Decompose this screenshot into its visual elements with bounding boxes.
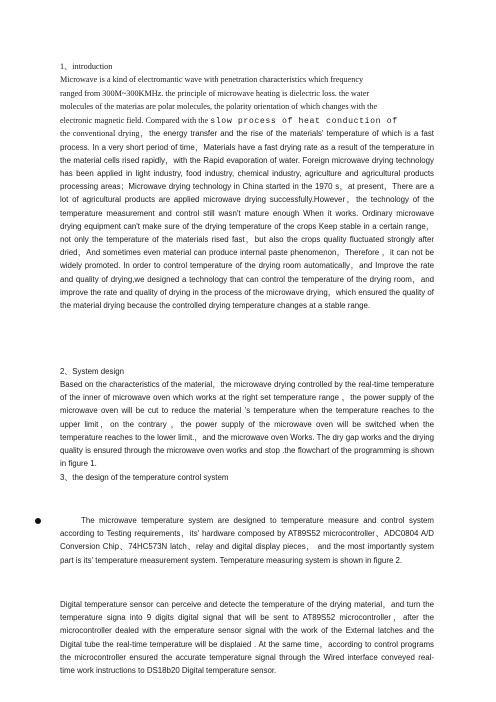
intro-body-text: ，the energy transfer and the rise of the materials' temperature of which is a fast process. In a very short period of time，Materials have a fast drying rate as a result of the temperature in the material cells rised rapidly，with the Rapid evaporation of water. Foreign microwave drying technology has been applied in light industry, food industry, chemical industry, agriculture and agricultural products processing areas；Microwave drying technology in China started in the 1970 s，at present，There are a lot of agricultural products are applied microwave drying successfully.However，the technology of the temperature measurement and control still wasn't mature enough When it works. Ordinary microwave drying equipment can't make sure of the drying temperature of the crops Keep stable in a certain range，not only the temperature of the materials rised fast，but also the crops quality fluctuated strongly after dried，And sometimes even material can produce internal paste phenomenon，Therefore ，it can not be widely promoted. In order to control temperature of the drying room automatically，and Improve the rate and quality of drying,we designed a technology that can control the temperature of the drying room，and improve the rate and quality of drying in the process of the microwave drying，which ensured the quality of the material drying because the controlled drying temperature changes at a stable range. — [60, 129, 434, 310]
bullet-icon — [35, 518, 41, 524]
section-2-body — [60, 378, 434, 470]
section-3-paragraph: Digital temperature sensor can perceive and detecte the temperature of the drying material，and turn the temperature signa into 9 digits digital signal that will be sent to AT89S52 microcontroller，after the microcontroller dealed with the emperature sensor signal with the work of the External latches and the Digital tube the real-time temperature will be displaied . At the same time，according to control programs the microcontroller ensured the accurate temperature signal through the Wired interface conveyed real-time work instructions to DS18b20 Digital temperature sensor. — [60, 600, 434, 676]
section-3-heading-text: 3、the design of the temperature control system — [60, 473, 229, 482]
section-2-heading-text: 2、System design — [60, 367, 125, 376]
section-1-heading — [60, 60, 434, 74]
section-1-heading-text: 1、introduction — [60, 62, 113, 71]
section-2-heading — [60, 365, 434, 378]
intro-line-2: ranged from 300M~300KMHz. the principle of microwave heating is dielectric loss. the water — [60, 88, 370, 98]
intro-line-3: molecules of the materias are polar molecules, the polarity orientation of which changes with the — [60, 102, 378, 111]
section-3-bullet-paragraph — [60, 514, 434, 567]
section-1-body — [60, 127, 434, 312]
section-3-bullet-text: The microwave temperature system are designed to temperature measure and control system according to Testing requirements，its' hardware composed by AT89S52 microcontroller、ADC0804 A/D Conversion Chip、74HC573N latch、relay and digital display pieces， and the most importantly system part is its' temperature measurement system. Temperature measuring system is shown in figure 2. — [60, 516, 434, 565]
section-2-paragraph: Based on the characteristics of the material，the microwave drying controlled by the real-time temperature of the inner of microwave oven which works at the right set temperature range ，the power supply of the microwave oven will be cut to reduce the material 's temperature when the temperature reaches to the upper limit，on the contrary ，the power supply of the microwave oven will be switched when the temperature reaches to the lower limit.，and the microwave oven Works. The dry gap works and the drying quality is ensured through the microwave oven works and stop .the flowchart of the programming is shown in figure 1. — [60, 380, 434, 469]
intro-serif-tail: the conventional drying — [60, 129, 140, 138]
section-3-heading — [60, 471, 434, 484]
intro-mono-phrase: slow process of heat conduction of — [210, 116, 398, 126]
intro-line-4 — [60, 114, 434, 129]
section-3-body — [60, 598, 434, 677]
section-1-serif-block — [60, 73, 434, 128]
intro-line-1: Microwave is a kind of electromantic wave with penetration characteristics which frequency — [60, 75, 364, 84]
section-1-paragraph — [60, 127, 434, 312]
intro-line-4-serif: electronic magnetic field. Compared with the — [60, 115, 209, 125]
